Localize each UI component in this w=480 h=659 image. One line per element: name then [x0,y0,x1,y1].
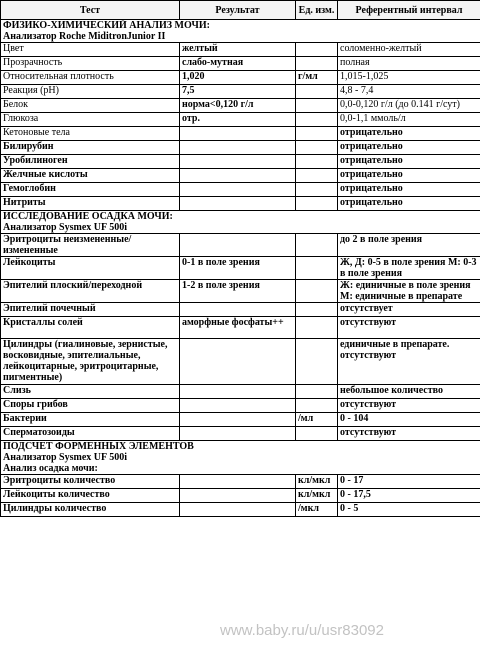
unit-cell [296,280,338,303]
result-cell: 1,020 [180,71,296,85]
table-row [1,127,480,141]
result-cell: 0-1 в поле зрения [180,257,296,280]
result-cell [180,427,296,441]
section-header-row [1,211,480,234]
test-cell: Лейкоциты [1,257,180,280]
table-row [1,183,480,197]
result-cell: 7,5 [180,85,296,99]
unit-cell [296,113,338,127]
reference-cell: соломенно-желтый [338,43,480,57]
reference-cell: отрицательно [338,169,480,183]
header-reference: Референтный интервал [338,1,480,20]
result-cell [180,475,296,489]
watermark: www.baby.ru/u/usr83092 [220,622,384,639]
reference-cell: 4,8 - 7,4 [338,85,480,99]
test-cell: Прозрачность [1,57,180,71]
result-cell [180,385,296,399]
reference-cell: Ж: единичные в поле зрения М: единичные в препарате [338,280,480,303]
test-cell: Гемоглобин [1,183,180,197]
header-unit: Ед. изм. [296,1,338,20]
unit-cell [296,303,338,317]
unit-cell [296,155,338,169]
section-header [1,441,480,475]
test-cell: Цвет [1,43,180,57]
reference-cell: 0,0-0,120 г/л (до 0.141 г/сут) [338,99,480,113]
unit-cell [296,257,338,280]
reference-cell: отрицательно [338,197,480,211]
test-cell: Сперматозоиды [1,427,180,441]
result-cell: отр. [180,113,296,127]
test-cell: Эпителий почечный [1,303,180,317]
test-cell: Глюкоза [1,113,180,127]
test-cell: Споры грибов [1,399,180,413]
section-header [1,20,480,43]
result-cell [180,183,296,197]
result-cell [180,234,296,257]
section-title: ФИЗИКО-ХИМИЧЕСКИЙ АНАЛИЗ МОЧИ: [3,20,210,31]
table-row [1,280,480,303]
section-subtitle: Анализатор Roche MiditronJunior II [3,31,166,42]
unit-cell [296,317,338,339]
unit-cell: /мл [296,413,338,427]
table-row [1,399,480,413]
table-row [1,155,480,169]
test-cell: Уробилиноген [1,155,180,169]
reference-cell: отрицательно [338,127,480,141]
table-row [1,197,480,211]
table-row [1,503,480,517]
reference-cell: 0 - 104 [338,413,480,427]
unit-cell [296,141,338,155]
reference-cell: 0 - 17 [338,475,480,489]
result-cell: желтый [180,43,296,57]
unit-cell [296,197,338,211]
test-cell: Билирубин [1,141,180,155]
reference-cell: до 2 в поле зрения [338,234,480,257]
result-cell [180,399,296,413]
section-header-row [1,20,480,43]
table-row [1,427,480,441]
test-cell: Цилиндры количество [1,503,180,517]
reference-cell: единичные в препарате. отсутствуют [338,339,480,385]
test-cell: Слизь [1,385,180,399]
result-cell [180,489,296,503]
table-row [1,71,480,85]
test-cell: Реакция (pH) [1,85,180,99]
table-row [1,257,480,280]
section-title: ИССЛЕДОВАНИЕ ОСАДКА МОЧИ: [3,211,173,222]
table-row [1,99,480,113]
reference-cell: отрицательно [338,183,480,197]
reference-cell: 0,0-1,1 ммоль/л [338,113,480,127]
table-row [1,385,480,399]
unit-cell [296,43,338,57]
reference-cell: 0 - 5 [338,503,480,517]
table-row [1,303,480,317]
unit-cell [296,234,338,257]
result-cell [180,169,296,183]
unit-cell [296,399,338,413]
result-cell: аморфные фосфаты++ [180,317,296,339]
test-cell: Белок [1,99,180,113]
result-cell [180,155,296,169]
result-cell [180,413,296,427]
test-cell: Цилиндры (гиалиновые, зернистые, восковидные, эпителиальные, лейкоцитарные, эритроцитарные, пигментные) [1,339,180,385]
test-cell: Эритроциты количество [1,475,180,489]
result-cell [180,339,296,385]
table-row [1,317,480,339]
unit-cell [296,99,338,113]
result-cell: 1-2 в поле зрения [180,280,296,303]
result-cell [180,503,296,517]
unit-cell [296,183,338,197]
table-body [1,20,480,517]
test-cell: Эритроциты неизмененные/ измененные [1,234,180,257]
header-row [1,1,480,20]
table-row [1,169,480,183]
reference-cell: отсутствует [338,303,480,317]
reference-cell: 0 - 17,5 [338,489,480,503]
test-cell: Нитриты [1,197,180,211]
result-cell [180,303,296,317]
table-row [1,413,480,427]
table-row [1,43,480,57]
unit-cell: кл/мкл [296,489,338,503]
unit-cell [296,385,338,399]
unit-cell [296,57,338,71]
unit-cell [296,127,338,141]
test-cell: Бактерии [1,413,180,427]
reference-cell: отсутствуют [338,399,480,413]
reference-cell: полная [338,57,480,71]
header-test: Тест [1,1,180,20]
result-cell: слабо-мутная [180,57,296,71]
header-result: Результат [180,1,296,20]
result-cell [180,141,296,155]
section-title: ПОДСЧЕТ ФОРМЕННЫХ ЭЛЕМЕНТОВ [3,441,194,452]
table-row [1,489,480,503]
test-cell: Эпителий плоский/переходной [1,280,180,303]
result-cell [180,127,296,141]
reference-cell: отрицательно [338,141,480,155]
reference-cell: небольшое количество [338,385,480,399]
section-subtitle2: Анализ осадка мочи: [3,463,98,474]
unit-cell [296,427,338,441]
unit-cell: г/мл [296,71,338,85]
result-cell [180,197,296,211]
unit-cell [296,85,338,99]
table-row [1,113,480,127]
test-cell: Лейкоциты количество [1,489,180,503]
unit-cell: /мкл [296,503,338,517]
section-subtitle: Анализатор Sysmex UF 500i [3,452,128,463]
test-cell: Желчные кислоты [1,169,180,183]
reference-cell: Ж, Д: 0-5 в поле зрения М: 0-3 в поле зрения [338,257,480,280]
unit-cell [296,339,338,385]
test-cell: Кристаллы солей [1,317,180,339]
result-cell: норма<0,120 г/л [180,99,296,113]
reference-cell: 1,015-1,025 [338,71,480,85]
table-row [1,57,480,71]
table-row [1,339,480,385]
table-row [1,234,480,257]
table-row [1,141,480,155]
table-row [1,475,480,489]
reference-cell: отсутствуют [338,427,480,441]
section-subtitle: Анализатор Sysmex UF 500i [3,222,128,233]
test-cell: Относительная плотность [1,71,180,85]
section-header [1,211,480,234]
unit-cell [296,169,338,183]
reference-cell: отрицательно [338,155,480,169]
section-header-row [1,441,480,475]
reference-cell: отсутствуют [338,317,480,339]
table-row [1,85,480,99]
unit-cell: кл/мкл [296,475,338,489]
test-cell: Кетоновые тела [1,127,180,141]
